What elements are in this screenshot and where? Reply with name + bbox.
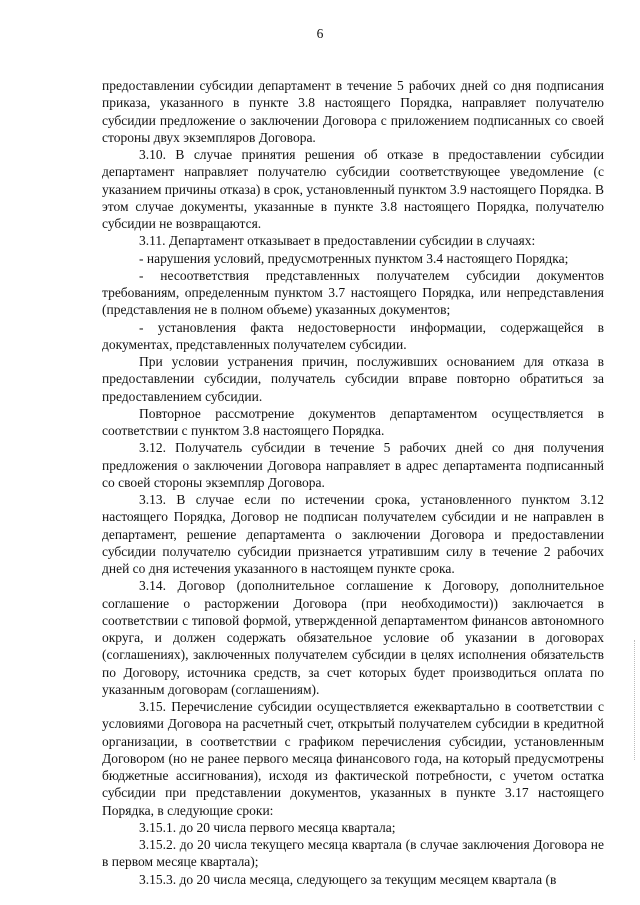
- list-item-document-mismatch: - несоответствия представленных получателем субсидии документов требованиям, определенным пунктом 3.7 настоящего Порядка, или непредставления (представления не в полном объеме) указанных документов;: [102, 267, 604, 318]
- paragraph-continuation: предоставлении субсидии департамент в течение 5 рабочих дней со дня подписания приказа, указанного в пункте 3.8 настоящего Порядка, направляет получателю субсидии предложение о заключении Договора с приложением подписанных со своей стороны двух экземпляров Договора.: [102, 78, 604, 145]
- scan-edge-marks: [634, 640, 638, 760]
- paragraph-3-14: 3.14. Договор (дополнительное соглашение к Договору, дополнительное соглашение о расторжении Договора (при необходимости)) заключается в соответствии с типовой формой, утвержденной департаментом финансов автономного округа, и должен содержать обязательное условие об указании в договорах (соглашениях), заключенных получателем субсидии в целях исполнения обязательств по Договору, источника средств, за счет которых будет производиться оплата по указанным договорам (соглашениям).: [102, 578, 604, 697]
- paragraph-3-12: 3.12. Получатель субсидии в течение 5 рабочих дней со дня получения предложения о заключении Договора направляет в адрес департамента подписанный со своей стороны экземпляр Договора.: [102, 440, 604, 490]
- page-number: 6: [316, 26, 324, 41]
- paragraph-3-13: 3.13. В случае если по истечении срока, установленного пунктом 3.12 настоящего Порядка, Договор не подписан получателем субсидии и не направлен в департамент, решение департамента о заключении Договора и предоставлении субсидии получателю субсидии признается утратившим силу в течение 2 рабочих дней со дня истечения указанного в настоящем пункте срока.: [102, 492, 604, 576]
- paragraph-reapply: При условии устранения причин, послуживших основанием для отказа в предоставлении субсидии, получатель субсидии вправе повторно обратиться за предоставлением субсидии.: [102, 354, 604, 404]
- list-item-condition-violation: - нарушения условий, предусмотренных пунктом 3.4 настоящего Порядка;: [139, 250, 569, 266]
- document-body: [102, 77, 604, 888]
- paragraph-3-15-3: 3.15.3. до 20 числа месяца, следующего за текущим месяцем квартала (в: [139, 871, 557, 887]
- paragraph-3-15-2: 3.15.2. до 20 числа текущего месяца квартала (в случае заключения Договора не в первом месяце квартала);: [102, 837, 604, 870]
- paragraph-3-11: 3.11. Департамент отказывает в предоставлении субсидии в случаях:: [139, 233, 536, 249]
- paragraph-3-10: 3.10. В случае принятия решения об отказе в предоставлении субсидии департамент направляет получателю субсидии соответствующее уведомление (с указанием причины отказа) в срок, установленный пунктом 3.9 настоящего Порядка. В этом случае документы, указанные в пункте 3.8 настоящего Порядка, получателю субсидии не возвращаются.: [102, 147, 604, 231]
- paragraph-3-15-1: 3.15.1. до 20 числа первого месяца квартала;: [139, 819, 396, 835]
- paragraph-re-review: Повторное рассмотрение документов департаментом осуществляется в соответствии с пунктом 3.8 настоящего Порядка.: [102, 405, 604, 438]
- paragraph-3-15: 3.15. Перечисление субсидии осуществляется ежеквартально в соответствии с условиями Договора на расчетный счет, открытый получателем субсидии в кредитной организации, в соответствии с графиком перечисления субсидии, установленным Договором (но не ранее первого месяца финансового года, на который предусмотрены бюджетные ассигнования), исходя из фактической потребности, с учетом остатка субсидии при представлении документов, указанных в пункте 3.17 настоящего Порядка, в следующие сроки:: [102, 699, 604, 818]
- list-item-false-information: - установления факта недостоверности информации, содержащейся в документах, представленных получателем субсидии.: [102, 319, 604, 352]
